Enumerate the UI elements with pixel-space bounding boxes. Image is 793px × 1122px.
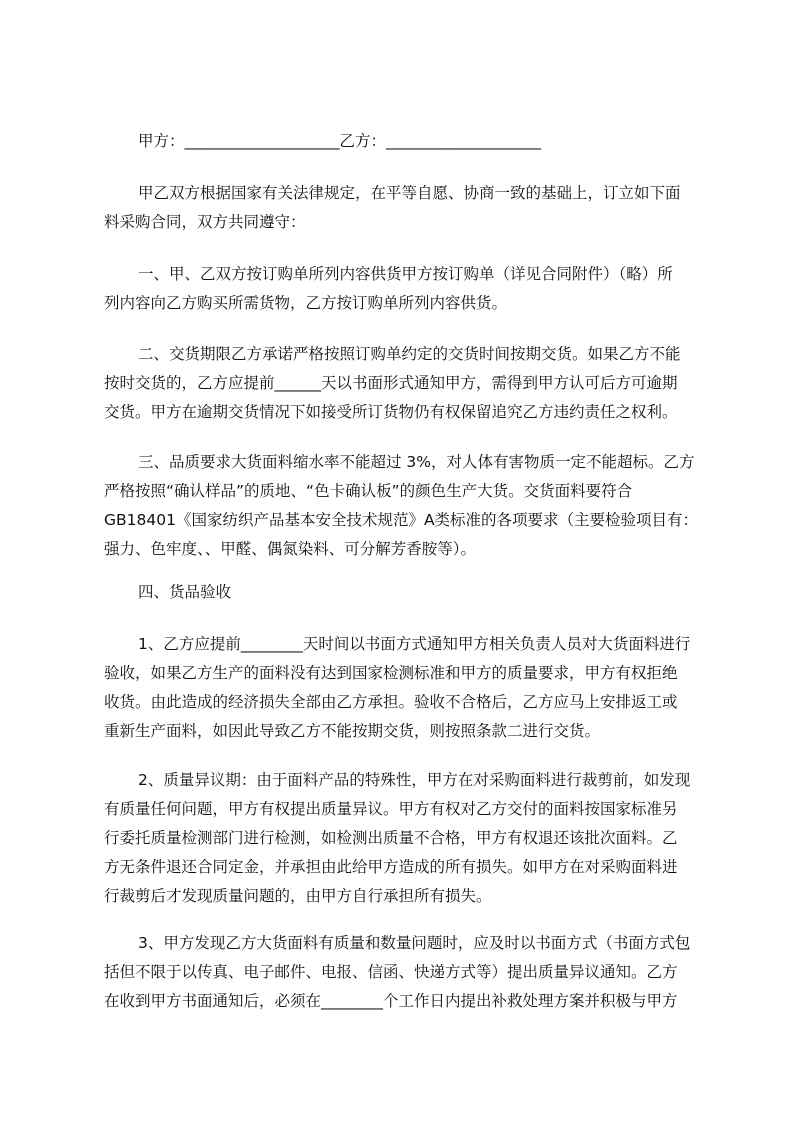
clause-4-1-line-2: 验收，如果乙方生产的面料没有达到国家检测标准和甲方的质量要求，甲方有权拒绝	[104, 664, 678, 682]
clause-4-3-line-1: 3、甲方发现乙方大货面料有质量和数量问题时，应及时以书面方式（书面方式包	[138, 934, 691, 952]
clause-1-line-2: 列内容向乙方购买所需货物，乙方按订购单所列内容供货。	[104, 294, 508, 312]
clause-4-2-line-4: 方无条件退还合同定金，并承担由此给甲方造成的所有损失。如甲方在对采购面料进	[104, 858, 678, 876]
clause-2-line-2: 按时交货的，乙方应提前______天以书面形式通知甲方，需得到甲方认可后方可逾期	[104, 374, 678, 392]
clause-4-1-line-1: 1、乙方应提前________天时间以书面方式通知甲方相关负责人员对大货面料进行	[138, 635, 691, 653]
clause-4-2-line-5: 行裁剪后才发现质量问题的，由甲方自行承担所有损失。	[104, 887, 492, 905]
clause-4-1-paragraph	[104, 630, 716, 746]
clause-4-title-text: 四、货品验收	[138, 583, 232, 601]
parties-text: 甲方：____________________乙方：____________________	[138, 132, 542, 150]
clause-3-line-1: 三、品质要求大货面料缩水率不能超过 3%，对人体有害物质一定不能超标。乙方	[138, 453, 695, 471]
clause-4-3-line-2: 括但不限于以传真、电子邮件、电报、信函、快递方式等）提出质量异议通知。乙方	[104, 963, 678, 981]
clause-4-3-paragraph	[104, 929, 716, 1016]
parties-line	[104, 127, 716, 156]
clause-3-line-2: 严格按照“确认样品”的质地、“色卡确认板”的颜色生产大货。交货面料要符合	[104, 482, 633, 500]
clause-4-2-line-2: 有质量任何问题，甲方有权提出质量异议。甲方有权对乙方交付的面料按国家标准另	[104, 800, 678, 818]
intro-paragraph	[104, 179, 716, 237]
clause-4-3-line-3: 在收到甲方书面通知后，必须在________个工作日内提出补救处理方案并积极与甲方	[104, 992, 678, 1010]
intro-line-2: 料采购合同，双方共同遵守：	[104, 213, 306, 231]
clause-4-2-paragraph	[104, 766, 716, 911]
clause-3-line-4: 强力、色牢度、、甲醛、偶氮染料、可分解芳香胺等）。	[104, 540, 477, 558]
clause-2-paragraph	[104, 340, 716, 427]
clause-3-line-3: GB18401《国家纺织产品基本安全技术规范》A类标准的各项要求（主要检验项目有：	[104, 511, 699, 529]
clause-1-paragraph	[104, 260, 716, 318]
intro-line-1: 甲乙双方根据国家有关法律规定，在平等自愿、协商一致的基础上，订立如下面	[138, 184, 681, 202]
clause-4-title	[104, 578, 716, 607]
clause-4-1-line-4: 重新生产面料，如因此导致乙方不能按期交货，则按照条款二进行交货。	[104, 722, 601, 740]
clause-1-line-1: 一、甲、乙双方按订购单所列内容供货甲方按订购单（详见合同附件）（略）所	[138, 265, 673, 283]
clause-4-2-line-1: 2、质量异议期：由于面料产品的特殊性，甲方在对采购面料进行裁剪前，如发现	[138, 771, 691, 789]
clause-2-line-3: 交货。甲方在逾期交货情况下如接受所订货物仍有权保留追究乙方违约责任之权利。	[104, 403, 678, 421]
clause-2-line-1: 二、交货期限乙方承诺严格按照订购单约定的交货时间按期交货。如果乙方不能	[138, 345, 681, 363]
clause-4-1-line-3: 收货。由此造成的经济损失全部由乙方承担。验收不合格后，乙方应马上安排返工或	[104, 693, 678, 711]
clause-4-2-line-3: 行委托质量检测部门进行检测，如检测出质量不合格，甲方有权退还该批次面料。乙	[104, 829, 678, 847]
clause-3-paragraph	[104, 448, 716, 564]
